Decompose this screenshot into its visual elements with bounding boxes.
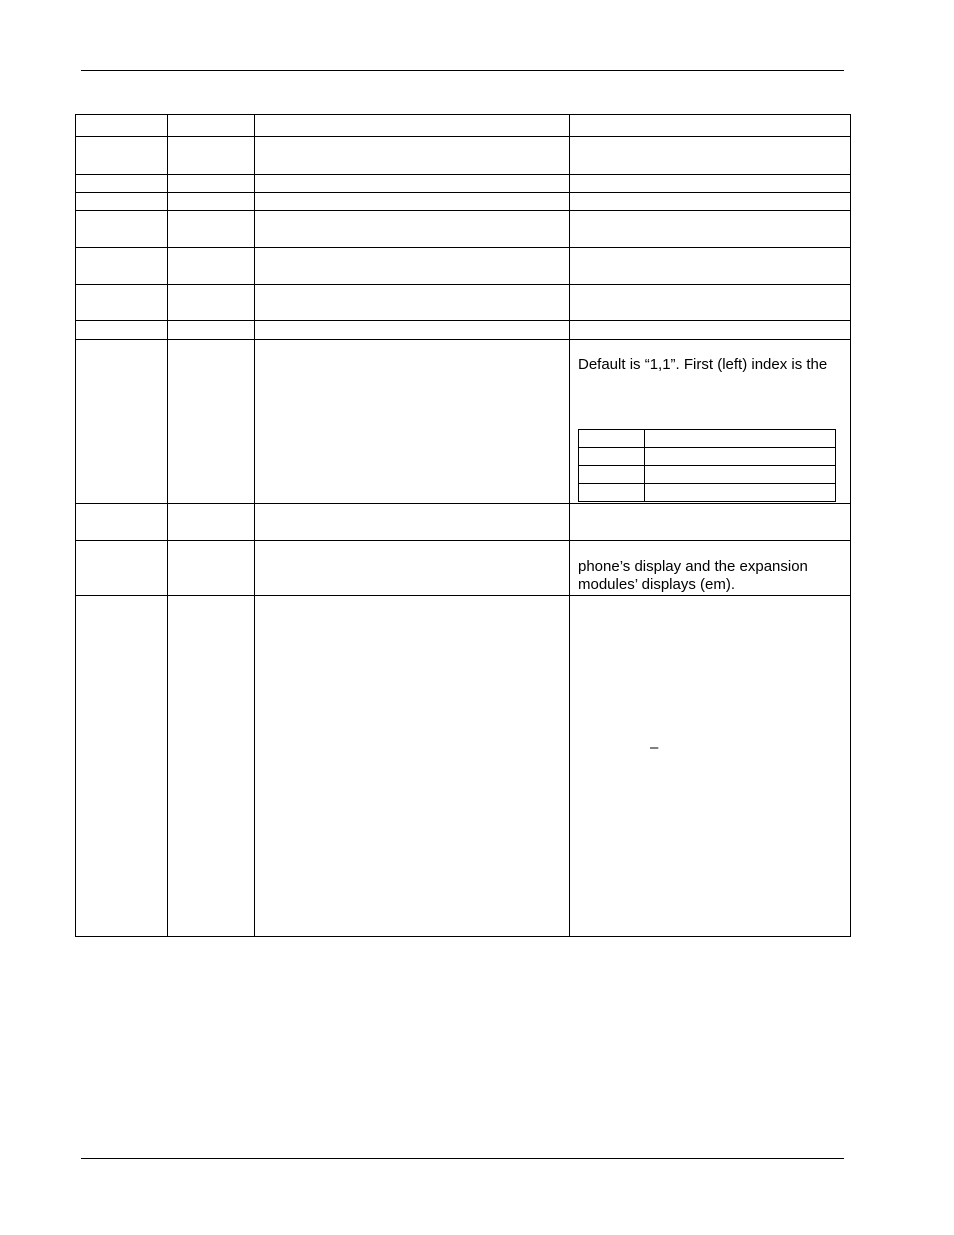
table-row <box>76 248 851 285</box>
table-row <box>76 115 851 137</box>
display-note-cell <box>570 541 851 596</box>
subtable-row <box>579 466 836 484</box>
table-row <box>76 137 851 175</box>
subtable-row <box>579 484 836 502</box>
table-row <box>76 211 851 248</box>
table-row <box>76 175 851 193</box>
display-note-line-2: modules’ displays (em). <box>578 576 735 593</box>
default-index-note: Default is “1,1”. First (left) index is the <box>578 356 828 373</box>
parameter-table <box>75 114 851 937</box>
default-index-cell <box>570 340 851 504</box>
display-note-line-1: phone’s display and the expansion <box>578 558 808 575</box>
header-rule <box>81 70 844 71</box>
table-row <box>76 340 851 504</box>
subtable-row <box>579 448 836 466</box>
index-subtable <box>578 429 836 502</box>
subtable-row <box>579 430 836 448</box>
table-row <box>76 321 851 340</box>
table-row <box>76 596 851 937</box>
table-row <box>76 193 851 211</box>
table-row <box>76 285 851 321</box>
table-row <box>76 504 851 541</box>
dash-mark: – <box>650 739 659 756</box>
table-row <box>76 541 851 596</box>
footer-rule <box>81 1158 844 1159</box>
